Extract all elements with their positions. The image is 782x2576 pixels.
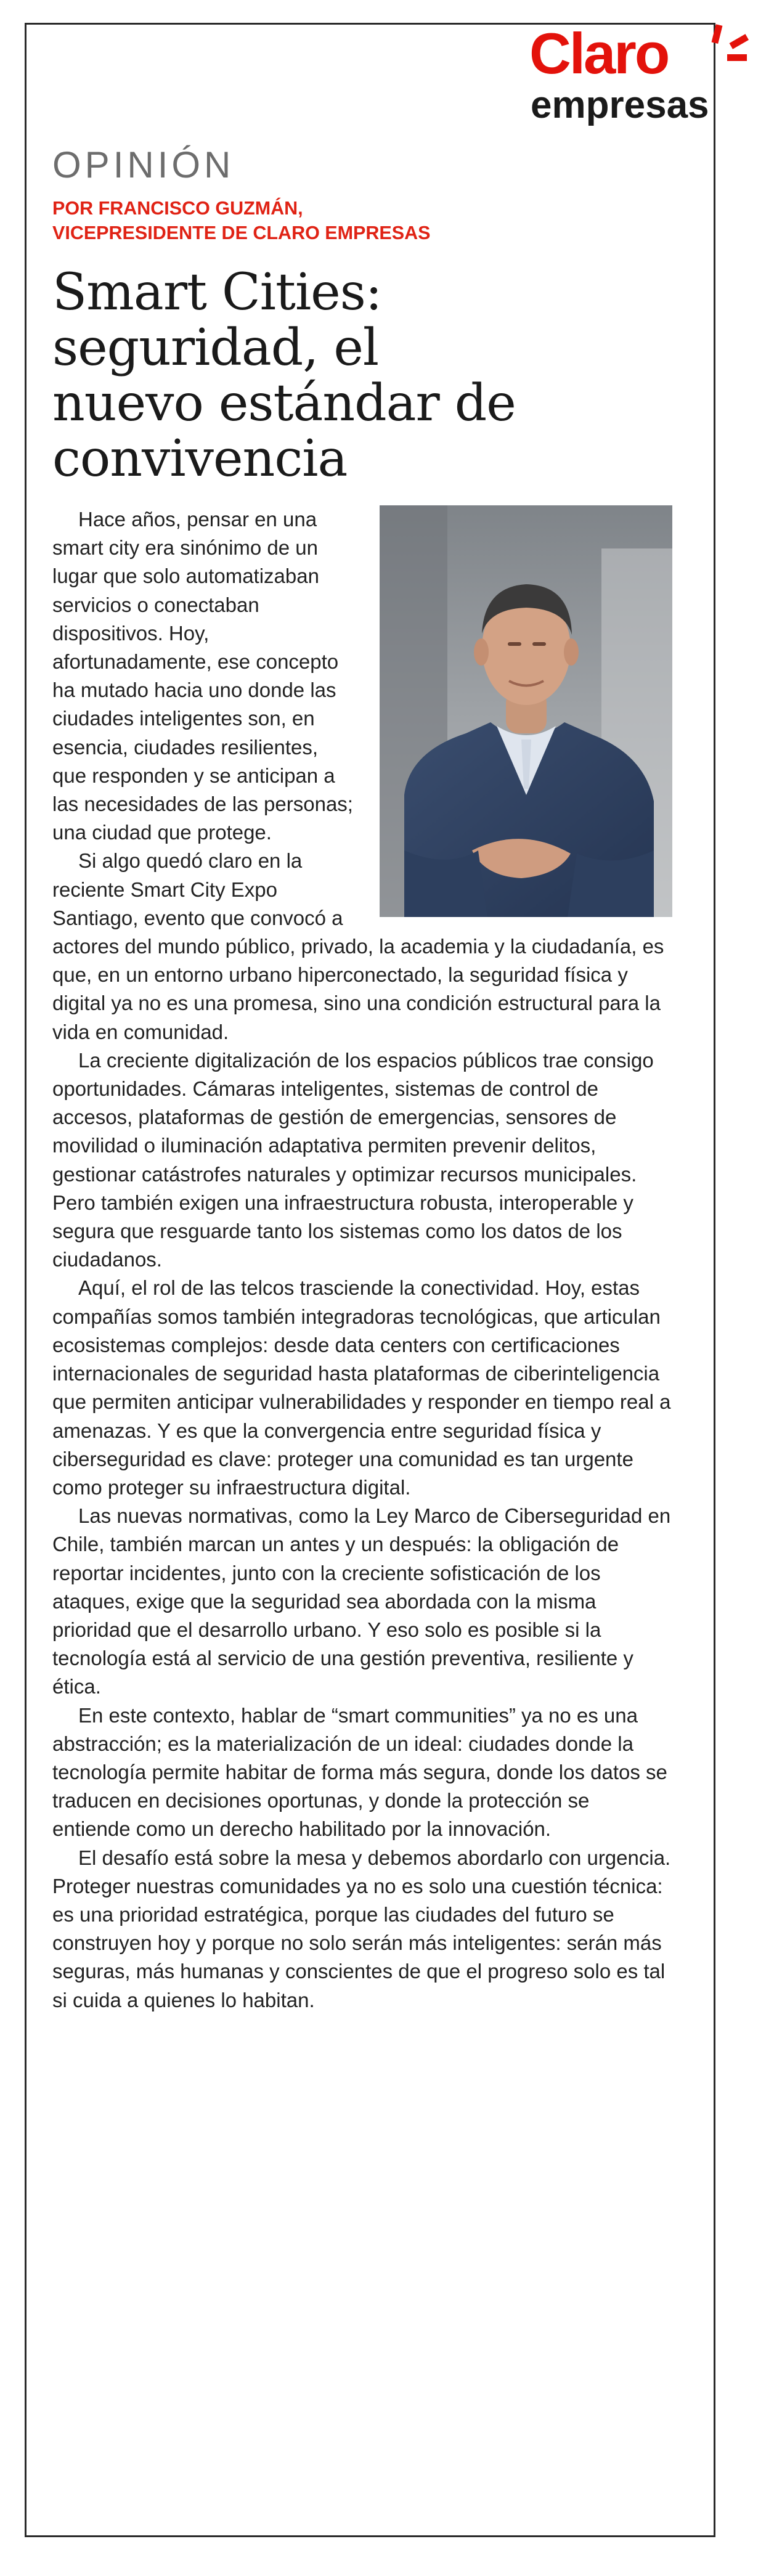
headline-line: seguridad, el (52, 319, 379, 377)
paragraph: El desafío está sobre la mesa y debemos abordarlo con urgencia. Proteger nuestras comunidades ya no es solo una cuestión técnica: es una prioridad estratégica, porque las ciudades del futuro se construyen hoy y porque no solo serán más inteligentes: serán más seguras, más humanas y conscientes de que el progreso solo es tal si cuida a quienes lo habitan. (52, 1846, 671, 2011)
logo-brand: Claro (529, 21, 669, 86)
claro-rays-icon (705, 22, 754, 71)
headline (52, 265, 669, 487)
headline-line: nuevo estándar de (52, 374, 516, 433)
paragraph: Aquí, el rol de las telcos trasciende la conectividad. Hoy, estas compañías somos también integradoras tecnológicas, que articulan ecosistemas complejos: desde data centers con certificaciones internacionales de seguridad hasta plataformas de ciberinteligencia que permiten anticipar vulnerabilidades y responder en tiempo real a amenazas. Y es que la convergencia entre seguridad física y ciberseguridad es clave: proteger una comunidad es tan urgente como proteger su infraestructura digital. (52, 1276, 671, 1499)
section-label: OPINIÓN (52, 144, 235, 185)
paragraph: La creciente digitalización de los espacios públicos trae consigo oportunidades. Cámaras inteligentes, sistemas de control de accesos, plataformas de gestión de emergencias, sensores de movilidad o iluminación adaptativa permiten prevenir delitos, gestionar catástrofes naturales y optimizar recursos municipales. Pero también exigen una infraestructura robusta, interoperable y segura que resguarde tanto los sistemas como los datos de los ciudadanos. (52, 1048, 654, 1271)
byline (52, 196, 431, 245)
headline-line: convivencia (52, 430, 348, 488)
article-body (52, 505, 672, 2015)
headline-line: Smart Cities: (52, 263, 382, 322)
paragraph: En este contexto, hablar de “smart communities” ya no es una abstracción; es la materialización de un ideal: ciudades donde la tecnología permite habitar de forma más segura, donde los datos se traducen en decisiones oportunas, y donde la protección se entiende como un derecho habilitado por la innovación. (52, 1703, 667, 1841)
paragraph: Las nuevas normativas, como la Ley Marco de Ciberseguridad en Chile, también marcan un antes y un después: la obligación de reportar incidentes, junto con la creciente sofisticación de los ataques, exige que la seguridad sea abordada con la misma prioridad que el desarrollo urbano. Y eso solo es posible si la tecnología está al servicio de una gestión preventiva, resiliente y ética. (52, 1504, 671, 1698)
paragraph: Hace años, pensar en una smart city era sinónimo de un lugar que solo automatizaban servicios o conectaban dispositivos. Hoy, afortunadamente, ese concepto ha mutado hacia uno donde las ciudades inteligentes son, en esencia, ciudades resilientes, que responden y se anticipan a las necesidades de las personas; una ciudad que protege. (52, 508, 353, 844)
claro-empresas-logo (529, 21, 751, 142)
author-portrait-illustration (380, 505, 672, 917)
logo-sub: empresas (531, 84, 709, 126)
byline-author: POR FRANCISCO GUZMÁN, (52, 198, 303, 219)
paragraph: Si algo quedó claro en la reciente Smart City Expo Santiago, evento que convocó a actores del mundo público, privado, la academia y la ciudadanía, es que, en un entorno urbano hiperconectado, la seguridad física y digital ya no es una promesa, sino una condición estructural para la vida en comunidad. (52, 849, 664, 1043)
author-photo (380, 505, 672, 917)
byline-role: VICEPRESIDENTE DE CLARO EMPRESAS (52, 222, 431, 243)
